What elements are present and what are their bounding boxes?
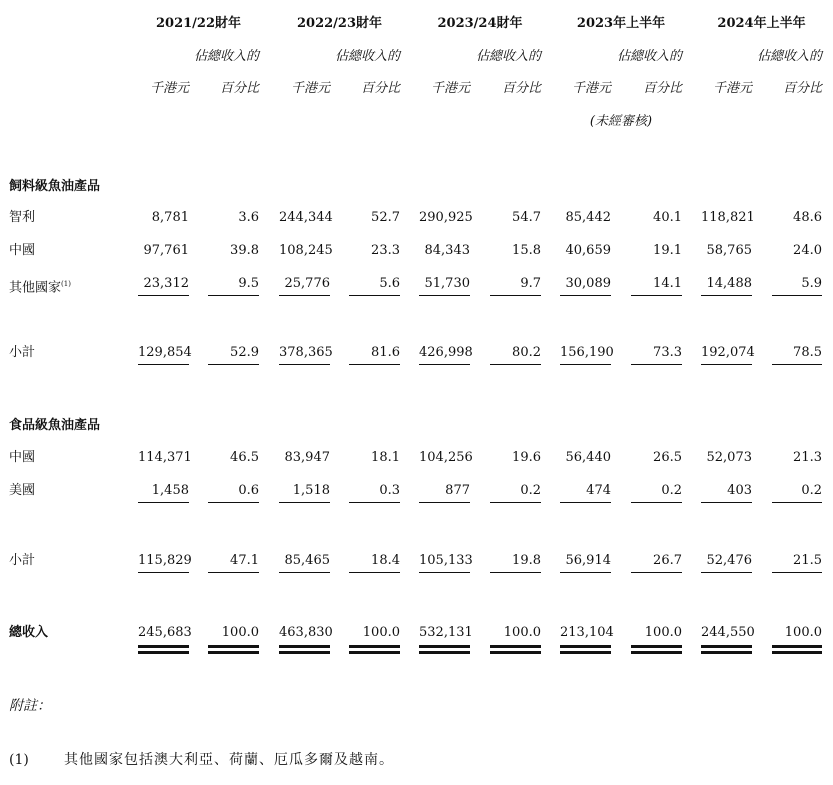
amount-cell: 52,073 [706,450,752,465]
amount-cell: 52,476 [706,553,752,568]
percent-cell: 9.5 [238,276,259,291]
percent-cell: 3.6 [238,210,259,225]
amount-cell: 290,925 [419,210,473,225]
percent-cell: 73.3 [653,345,682,360]
amount-cell: 192,074 [701,345,755,360]
percent-cell: 24.0 [793,243,822,258]
period-header: 2021/22財年 [155,16,242,31]
percent-cell: 21.5 [793,553,822,568]
percent-cell: 0.2 [801,483,822,498]
amount-cell: 8,781 [151,210,189,225]
percent-cell: 54.7 [512,210,541,225]
percent-cell: 14.1 [653,276,682,291]
unit-header: 千港元 [571,81,611,96]
period-header: 2022/23財年 [296,16,383,31]
amount-cell: 58,765 [706,243,752,258]
underline [279,295,330,296]
underline [772,502,822,503]
percent-cell: 19.8 [512,553,541,568]
double-underline [208,645,259,654]
amount-cell: 97,761 [143,243,189,258]
percent-cell: 40.1 [653,210,682,225]
unit-header: 千港元 [430,81,470,96]
percent-cell: 18.4 [371,553,400,568]
amount-cell: 1,458 [151,483,189,498]
underline [772,295,822,296]
underline [701,572,752,573]
percent-cell: 78.5 [793,345,822,360]
double-underline [560,645,611,654]
unit-header: 千港元 [712,81,752,96]
percent-cell: 52.9 [230,345,259,360]
amount-cell: 244,344 [279,210,333,225]
amount-cell: 114,371 [138,450,192,465]
double-underline [631,645,682,654]
pct-header-top: 佔總收入的 [756,49,822,64]
double-underline [490,645,541,654]
underline [279,572,330,573]
note-marker: (1) [9,752,29,768]
underline [138,364,189,365]
underline [631,295,682,296]
period-header: 2023年上半年 [576,16,666,31]
amount-cell: 115,829 [138,553,192,568]
underline [560,295,611,296]
amount-cell: 463,830 [279,625,333,640]
amount-cell: 104,256 [419,450,473,465]
amount-cell: 245,683 [138,625,192,640]
subtotal-label: 小計 [9,345,36,360]
double-underline [138,645,189,654]
subtotal-label: 小計 [9,553,36,568]
row-label: 中國 [9,243,36,258]
underline [208,572,259,573]
underline [279,364,330,365]
percent-cell: 21.3 [793,450,822,465]
percent-cell: 15.8 [512,243,541,258]
underline [208,364,259,365]
row-label: 美國 [9,483,36,498]
underline [349,364,400,365]
percent-cell: 26.7 [653,553,682,568]
amount-cell: 51,730 [424,276,470,291]
period-header: 2024年上半年 [717,16,806,31]
percent-cell: 81.6 [371,345,400,360]
pct-header-bottom: 百分比 [360,81,400,96]
section-title-food: 食品級魚油產品 [9,418,101,433]
underline [138,572,189,573]
underline [490,295,541,296]
underline [701,364,752,365]
underline [208,295,259,296]
underline [631,364,682,365]
percent-cell: 46.5 [230,450,259,465]
row-label: 中國 [9,450,36,465]
percent-cell: 0.2 [520,483,541,498]
percent-cell: 0.6 [238,483,259,498]
section-title-feed: 飼料級魚油產品 [9,179,101,194]
footnote-ref: (1) [61,280,71,288]
percent-cell: 19.6 [512,450,541,465]
underline [560,572,611,573]
amount-cell: 118,821 [701,210,755,225]
underline [490,364,541,365]
underline [701,295,752,296]
underline [701,502,752,503]
underline [419,572,470,573]
underline [349,502,400,503]
percent-cell: 47.1 [230,553,259,568]
amount-cell: 129,854 [138,345,192,360]
double-underline [419,645,470,654]
amount-cell: 84,343 [424,243,470,258]
double-underline [701,645,752,654]
percent-cell: 100.0 [362,625,400,640]
underline [560,502,611,503]
underline [772,572,822,573]
amount-cell: 474 [586,483,611,498]
unit-header: 千港元 [149,81,189,96]
percent-cell: 100.0 [221,625,259,640]
underline [208,502,259,503]
underline [490,572,541,573]
percent-cell: 48.6 [793,210,822,225]
amount-cell: 426,998 [419,345,473,360]
underline [419,502,470,503]
percent-cell: 100.0 [644,625,682,640]
underline [772,364,822,365]
underline [138,295,189,296]
percent-cell: 5.9 [801,276,822,291]
underline [138,502,189,503]
note-text: 其他國家包括澳大利亞、荷蘭、厄瓜多爾及越南。 [64,752,394,768]
amount-cell: 378,365 [279,345,333,360]
unaudited-note: (未經審核) [589,114,653,129]
pct-header-top: 佔總收入的 [475,49,541,64]
underline [279,502,330,503]
row-label: 智利 [9,210,36,225]
percent-cell: 5.6 [379,276,400,291]
amount-cell: 244,550 [701,625,755,640]
pct-header-bottom: 百分比 [219,81,259,96]
total-label: 總收入 [9,625,49,640]
amount-cell: 25,776 [284,276,330,291]
amount-cell: 105,133 [419,553,473,568]
pct-header-top: 佔總收入的 [334,49,400,64]
amount-cell: 30,089 [565,276,611,291]
amount-cell: 85,465 [284,553,330,568]
percent-cell: 100.0 [503,625,541,640]
period-header: 2023/24財年 [437,16,523,31]
pct-header-top: 佔總收入的 [616,49,682,64]
percent-cell: 26.5 [653,450,682,465]
pct-header-top: 佔總收入的 [193,49,259,64]
underline [419,364,470,365]
percent-cell: 52.7 [371,210,400,225]
underline [349,572,400,573]
percent-cell: 0.3 [379,483,400,498]
unit-header: 千港元 [290,81,330,96]
pct-header-bottom: 百分比 [782,81,822,96]
amount-cell: 85,442 [565,210,611,225]
underline [631,502,682,503]
amount-cell: 108,245 [279,243,333,258]
percent-cell: 0.2 [661,483,682,498]
double-underline [772,645,822,654]
underline [631,572,682,573]
amount-cell: 23,312 [143,276,189,291]
amount-cell: 156,190 [560,345,614,360]
row-label-other-countries: 其他國家$^{(1)}$ [9,280,71,296]
amount-cell: 40,659 [565,243,611,258]
underline [560,364,611,365]
notes-heading: 附註： [9,698,51,714]
amount-cell: 14,488 [706,276,752,291]
percent-cell: 23.3 [371,243,400,258]
underline [419,295,470,296]
amount-cell: 1,518 [292,483,330,498]
amount-cell: 532,131 [419,625,473,640]
percent-cell: 18.1 [371,450,400,465]
amount-cell: 213,104 [560,625,614,640]
percent-cell: 9.7 [520,276,541,291]
amount-cell: 56,440 [565,450,611,465]
underline [490,502,541,503]
double-underline [279,645,330,654]
amount-cell: 56,914 [565,553,611,568]
pct-header-bottom: 百分比 [501,81,541,96]
percent-cell: 100.0 [784,625,822,640]
underline [349,295,400,296]
percent-cell: 19.1 [653,243,682,258]
percent-cell: 39.8 [230,243,259,258]
percent-cell: 80.2 [512,345,541,360]
amount-cell: 877 [445,483,470,498]
pct-header-bottom: 百分比 [642,81,682,96]
amount-cell: 403 [727,483,752,498]
double-underline [349,645,400,654]
amount-cell: 83,947 [284,450,330,465]
